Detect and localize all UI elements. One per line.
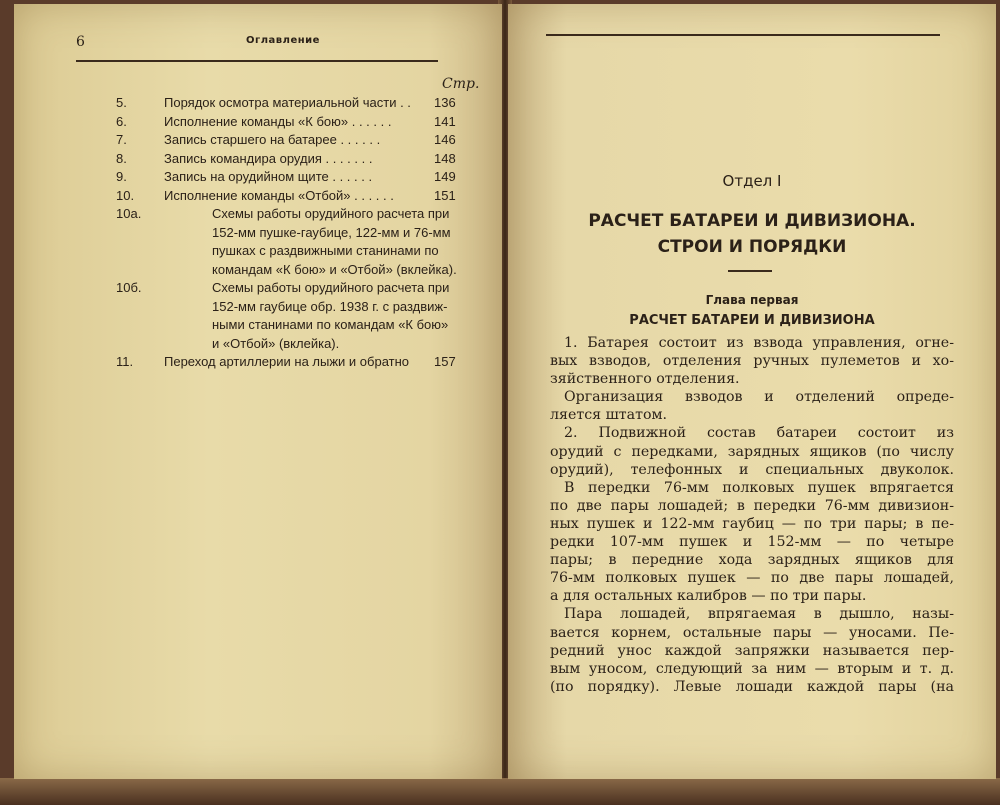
section-title-line: РАСЧЕТ БАТАРЕИ И ДИВИЗИОНА. [588,211,916,231]
toc-item-number: 5. [116,95,127,110]
body-text [550,334,954,696]
text-line: Организация взводов и отделений опреде- [564,389,954,406]
toc-item-multiline [116,205,486,279]
toc-line: Схемы работы орудийного расчета при [212,280,450,295]
left-page [14,4,502,779]
toc-item-number: 6. [116,113,127,129]
book-bottom-edge [0,778,1000,805]
toc-item-title: Запись старшего на батарее . . . . . . [164,132,381,147]
toc-item-number: 11. [116,354,134,369]
toc-line: пушках с раздвижными станинами по [212,243,439,258]
right-page [508,4,996,779]
chapter-label: Глава первая [705,293,799,307]
toc-item-title: Запись командира орудия . . . . . . . [164,150,373,166]
page-number: 6 [76,34,85,50]
toc-item-number: 8. [116,150,127,166]
toc-item-number: 10б. [116,280,142,295]
pages-column-label: Стр. [442,76,480,92]
text-line: орудий), телефонных и специальных двуколок. [550,461,954,478]
header-rule [546,34,940,36]
text-line: вается корнем, остальные пары — уносами. Пе- [550,624,954,641]
text-line: орудий с передками, зарядных ящиков (по числу [550,443,954,460]
toc-item-title: Исполнение команды «Отбой» . . . . . . [164,187,394,203]
toc-item-number: 9. [116,169,127,184]
toc-item-number: 10а. [116,206,142,221]
running-title: Оглавление [246,35,320,46]
text-line: зяйственного отделения. [550,371,740,388]
toc-line: 152-мм гаубице обр. 1938 г. с раздвиж- [212,298,448,314]
toc-line: командам «К бою» и «Отбой» (вклейка). [212,261,457,277]
toc-item-title: Переход артиллерии на лыжи и обратно [164,354,410,369]
text-line: (по порядку). Левые лошади каждой пары (на [550,678,954,695]
toc-item [116,131,486,150]
toc-line: ными станинами по командам «К бою» [212,317,449,332]
toc-item-page: 148 [434,150,456,166]
running-head [76,32,438,62]
toc-item-page: 146 [434,132,456,147]
toc-item-page: 151 [434,187,456,203]
text-line: 2. Подвижной состав батареи состоит из [564,425,954,442]
table-of-contents [116,94,486,372]
text-line: редки 107-мм пушек и 152-мм — по четыре [550,534,954,551]
toc-item-title: Исполнение команды «К бою» . . . . . . [164,113,392,129]
text-line: 1. Батарея состоит из взвода управления, огне- [564,335,954,351]
toc-item-number: 7. [116,132,127,147]
text-line: ных пушек и 122-мм гаубиц — по три пары; в пе- [550,515,954,532]
toc-item [116,150,486,169]
toc-line: и «Отбой» (вклейка). [212,335,340,351]
toc-item [116,113,486,132]
toc-item-multiline [116,279,486,353]
text-line: редний унос каждой запряжки называется пер- [550,642,954,659]
toc-item [116,94,486,113]
toc-item-page: 149 [434,169,456,184]
toc-item-title [212,205,498,279]
toc-item [116,353,486,372]
chapter-title: РАСЧЕТ БАТАРЕИ И ДИВИЗИОНА [629,313,875,328]
toc-item-page: 157 [434,354,456,369]
text-line: В передки 76-мм полковых пушек впрягается [564,479,954,496]
text-line: вых взводов, отделения ручных пулеметов и хо- [550,353,954,370]
toc-item-page: 136 [434,95,456,110]
toc-item-title [212,279,498,353]
section-title-line: СТРОИ И ПОРЯДКИ [657,237,847,257]
text-line: вым уносом, следующий за ним — вторым и т. д. [550,660,954,677]
toc-item-number: 10. [116,187,135,203]
toc-item [116,187,486,206]
toc-item-page: 141 [434,113,456,129]
text-line: ляется штатом. [550,407,668,424]
text-line: Пара лошадей, впрягаемая в дышло, назы- [564,606,954,623]
section-title [508,208,996,260]
text-line: а для остальных калибров — по три пары. [550,588,867,605]
section-label: Отдел I [722,172,782,190]
text-line: по две пары лошадей; в передки 76-мм дивизион- [550,497,954,514]
section-divider [728,270,772,272]
toc-line: 152-мм пушке-гаубице, 122-мм и 76-мм [212,224,451,240]
toc-item-title: Порядок осмотра материальной части . . [164,95,411,110]
toc-item [116,168,486,187]
text-line: пары; в передние хода зарядных ящиков для [550,552,954,569]
text-line: 76-мм полковых пушек — по две пары лошадей, [550,570,954,587]
toc-line: Схемы работы орудийного расчета при [212,206,450,221]
toc-item-title: Запись на орудийном щите . . . . . . [164,169,373,184]
